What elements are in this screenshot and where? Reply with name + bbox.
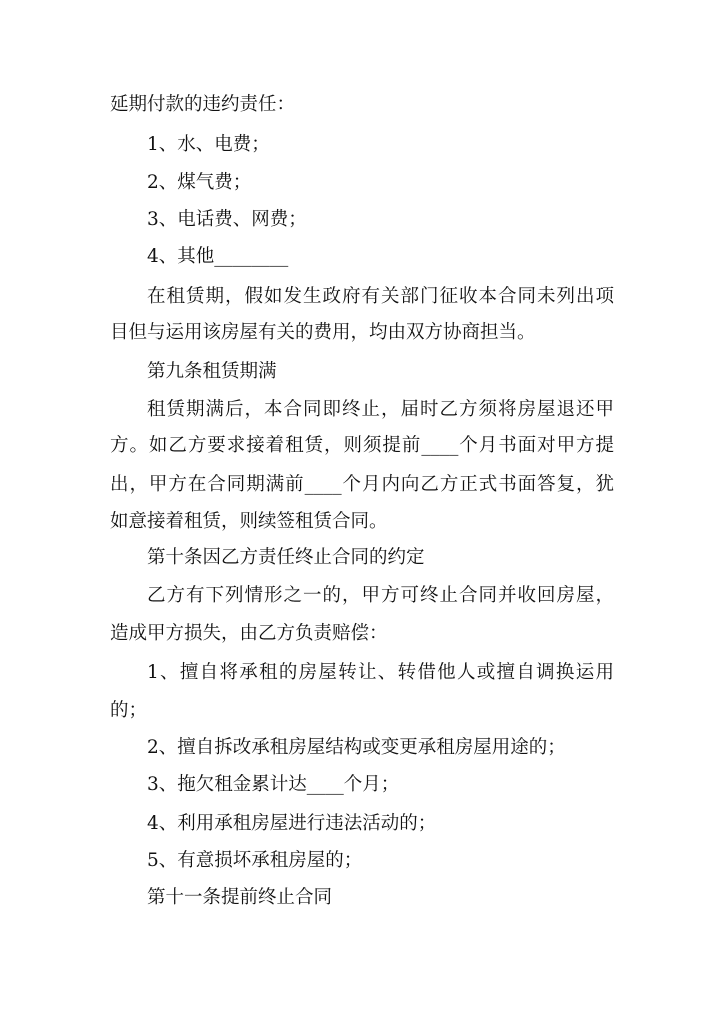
list-item: 4、其他________	[147, 246, 289, 267]
section-heading: 第九条租赁期满	[147, 361, 277, 382]
list-item: 4、利用承租房屋进行违法活动的；	[147, 813, 437, 834]
list-item-continuation: 的；	[110, 700, 148, 721]
list-item: 2、擅自拆改承租房屋结构或变更承租房屋用途的；	[147, 737, 566, 758]
paragraph-line: 造成甲方损失，由乙方负责赔偿：	[110, 623, 388, 644]
paragraph-line: 如意接着租赁，则续签租赁合同。	[110, 511, 388, 532]
paragraph-line: 目但与运用该房屋有关的费用，均由双方协商担当。	[110, 322, 536, 343]
text-line: 延期付款的违约责任：	[110, 94, 296, 115]
list-item: 5、有意损坏承租房屋的；	[147, 850, 363, 871]
paragraph-line: 租赁期满后，本合同即终止，届时乙方须将房屋退还甲	[147, 399, 614, 420]
section-heading: 第十条因乙方责任终止合同的约定	[147, 547, 425, 568]
paragraph-line: 在租赁期，假如发生政府有关部门征收本合同未列出项	[147, 286, 614, 307]
list-item: 2、煤气费；	[147, 172, 252, 193]
list-item: 1、擅自将承租的房屋转让、转借他人或擅自调换运用	[147, 662, 614, 683]
list-item: 1、水、电费；	[147, 134, 270, 155]
list-item: 3、拖欠租金累计达____个月；	[147, 774, 400, 795]
list-item: 3、电话费、网费；	[147, 209, 307, 230]
section-heading: 第十一条提前终止合同	[147, 887, 333, 908]
paragraph-line: 出，甲方在合同期满前____个月内向乙方正式书面答复，犹	[110, 474, 614, 495]
paragraph-line: 方。如乙方要求接着租赁，则须提前____个月书面对甲方提	[110, 435, 614, 456]
paragraph-line: 乙方有下列情形之一的，甲方可终止合同并收回房屋，	[147, 585, 614, 606]
